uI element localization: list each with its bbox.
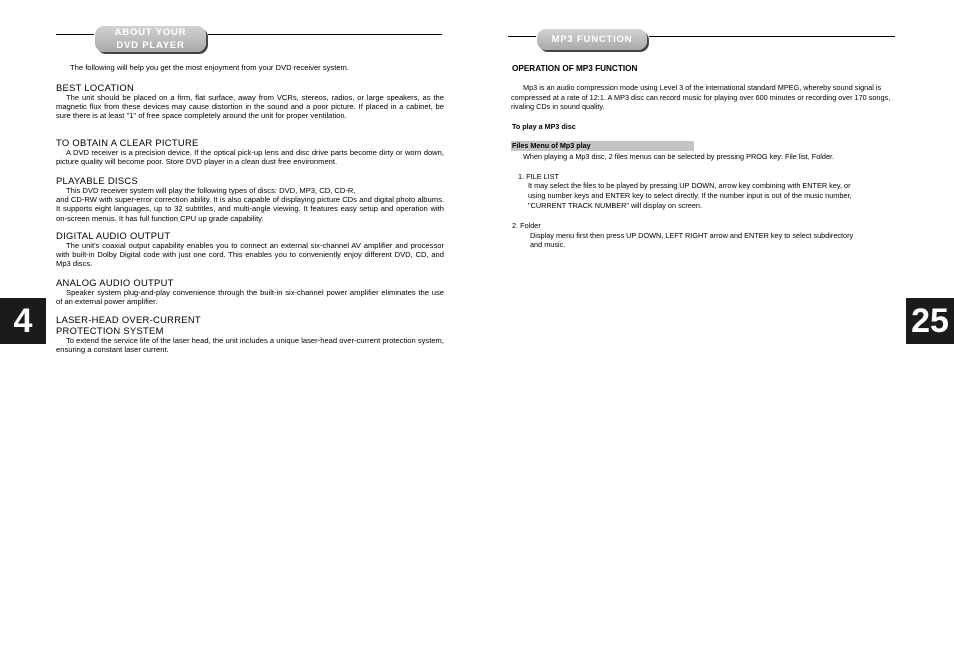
section-body: A DVD receiver is a precision device. If the optical pick-up lens and disc drive parts become dirty or worn down, picture quality will become poor. Store DVD player in a clean dust free environment. <box>56 148 444 167</box>
section-heading-line2: PROTECTION SYSTEM <box>56 325 164 336</box>
tab-label-line1: ABOUT YOUR <box>114 27 187 38</box>
operation-heading: OPERATION OF MP3 FUNCTION <box>512 64 638 73</box>
files-menu-heading: Files Menu of Mp3 play <box>511 141 694 151</box>
section-heading: BEST LOCATION <box>56 82 135 93</box>
right-page <box>477 0 954 648</box>
section-body: and CD-RW with super-error correction ability. It is also capable of displaying picture CDs and digital photo albums. It supports eight languages, up to 32 subtitles, and multi-angle viewing. It features easy setup and operation with on-screen menus. It has full function CPU up grade capability. <box>56 195 444 223</box>
section-body: The unit should be placed on a firm, flat surface, away from VCRs, stereos, radios, or large speakers, as the magnetic flux from these devices may cause distortion in the sound and a poor picture. If placed in a cabinet, be sure there is at least "1" of free space completely around the unit for proper ventilation. <box>56 93 444 121</box>
page-number-right: 25 <box>906 298 954 344</box>
folder-title: 2. Folder <box>512 221 541 230</box>
section-tab-about <box>95 26 206 52</box>
section-body: Speaker system plug-and-play convenience through the built-in six-channel power amplifier eliminates the use of an external power amplifier. <box>56 288 444 307</box>
tab-label: MP3 FUNCTION <box>551 34 633 45</box>
intro-text: The following will help you get the most enjoyment from your DVD receiver system. <box>70 63 349 72</box>
section-body: The unit's coaxial output capability enables you to connect an external six-channel AV amplifier and processor with built-in Dolby Digital code with just one cord. This enables you to conveniently enjoy different DVD, CD, and Mp3 discs. <box>56 241 444 269</box>
section-heading: PLAYABLE DISCS <box>56 175 139 186</box>
section-heading: DIGITAL AUDIO OUTPUT <box>56 230 171 241</box>
header-rule-right <box>208 34 442 35</box>
section-laser-protection <box>56 314 444 354</box>
file-list-body-line3: "CURRENT TRACK NUMBER" will display on screen. <box>528 201 702 210</box>
header-rule-right <box>649 36 895 37</box>
section-body: To extend the service life of the laser head, the unit includes a unique laser-head over-current protection system, ensuring a constant laser current. <box>56 336 444 355</box>
page-number-left: 4 <box>0 298 46 344</box>
section-playable-discs <box>56 175 444 223</box>
to-play-heading: To play a MP3 disc <box>512 122 576 131</box>
header-rule-left <box>56 34 94 35</box>
section-best-location <box>56 82 444 121</box>
section-clear-picture <box>56 137 444 166</box>
file-list-title: 1. FILE LIST <box>518 172 559 181</box>
folder-body-line1: Display menu first then press UP DOWN, LEFT RIGHT arrow and ENTER key to select subdirectory <box>530 231 854 240</box>
folder-body-line2: and music. <box>530 240 566 249</box>
section-body-line1: This DVD receiver system will play the following types of discs: DVD, MP3, CD, CD-R, <box>66 186 356 195</box>
section-heading: TO OBTAIN A CLEAR PICTURE <box>56 137 199 148</box>
file-list-body-line2: using number keys and ENTER key to select directly. If the number input is out of the music number, <box>528 191 852 200</box>
files-menu-body: When playing a Mp3 disc, 2 files menus can be selected by pressing PROG key: File list, Folder. <box>523 152 835 161</box>
file-list-body-line1: It may select the files to be played by pressing UP DOWN, arrow key combining with ENTER key, or <box>528 181 851 190</box>
section-heading: LASER-HEAD OVER-CURRENT <box>56 314 201 325</box>
section-analog-audio <box>56 277 444 306</box>
operation-body: Mp3 is an audio compression mode using Level 3 of the international standard MPEG, whereby sound signal is compressed at a rate of 12:1. A MP3 disc can record music for playing over 600 minutes or recording over 170 songs, rivaling CDs in sound quality. <box>511 83 891 112</box>
section-digital-audio <box>56 230 444 269</box>
header-rule-left <box>508 36 536 37</box>
section-heading: ANALOG AUDIO OUTPUT <box>56 277 174 288</box>
tab-label-line2: DVD PLAYER <box>116 40 185 51</box>
section-tab-mp3 <box>537 29 647 50</box>
